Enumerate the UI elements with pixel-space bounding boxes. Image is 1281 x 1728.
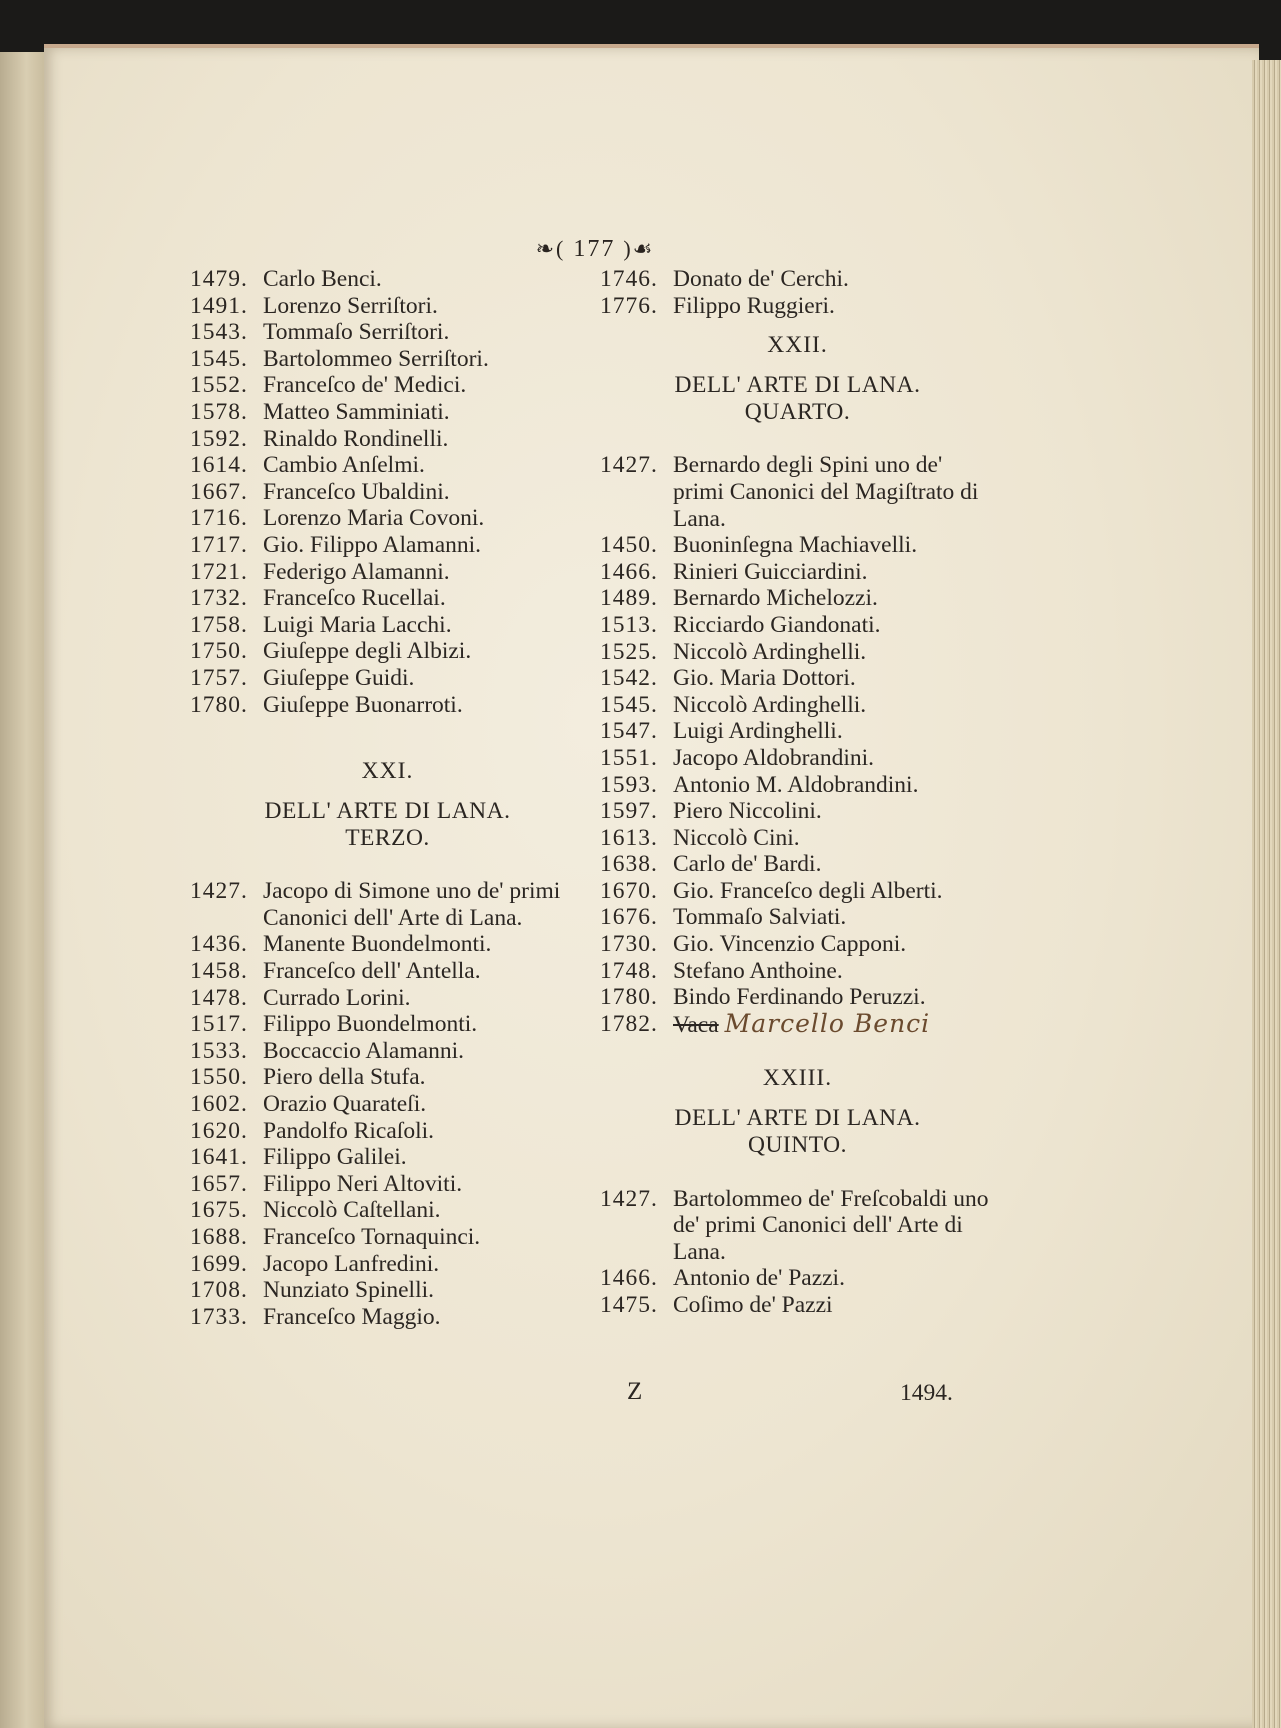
list-item [190,1197,585,1224]
entry-name: Lorenzo Maria Covoni. [263,505,485,532]
entry-name: Jacopo Aldobrandini. [673,744,875,771]
entry-name: Franceſco Tornaquinci. [263,1224,481,1250]
entry-name: Luigi Maria Lacchi. [263,611,452,638]
entry-year: 1620. [190,1117,248,1144]
entry-year: 1578. [190,398,248,425]
entry-name: Franceſco dell' Antella. [263,958,481,985]
spacer [600,1038,995,1052]
entry-year: 1750. [190,638,248,665]
entry-year: 1597. [600,798,658,825]
entry-name: Bartolommeo de' Freſcobaldi uno de' primi Canonici dell' Arte di Lana. [673,1185,989,1265]
entry-name: Niccolò Cini. [673,824,800,851]
entry-name: Cambio Anſelmi. [263,452,425,479]
entry-year: 1458. [190,958,248,985]
entry-year: 1479. [190,266,248,292]
list-item [600,851,995,878]
entry-year: 1466. [600,1265,658,1292]
entry-name: Bartolommeo Serriſtori. [263,345,489,372]
entry-year: 1478. [190,984,248,1011]
signature-mark: Z [627,1378,643,1405]
list-item [190,479,585,506]
entry-year: 1746. [600,266,658,292]
list-item [190,559,585,586]
entry-year: 1780. [600,984,658,1011]
entry-name: Gio. Maria Dottori. [673,665,856,692]
entry-name: Niccolò Caſtellani. [263,1197,441,1224]
section-number: XXI. [361,758,414,785]
entry-year: 1466. [600,558,658,585]
list-item [600,266,995,293]
entry-name: Giuſeppe Guidi. [263,664,415,691]
left-page-edge [0,52,44,1728]
entry-name: Bernardo Michelozzi. [673,585,878,612]
right-column [600,266,995,1319]
list-item [190,1118,585,1145]
entry-year: 1450. [600,532,658,559]
entry-name: Coſimo de' Pazzi [673,1292,833,1318]
entry-name [673,1008,995,1039]
entry-name: Antonio M. Aldobrandini. [673,771,919,798]
entry-name: Franceſco Rucellai. [263,585,446,612]
list-item [190,293,585,320]
list-item [600,1008,995,1039]
spacer [190,718,585,745]
list-item [190,1091,585,1118]
entry-name: Boccaccio Alamanni. [263,1037,464,1064]
list-item [190,1304,585,1331]
entry-year: 1592. [190,425,248,452]
list-item [600,1186,995,1266]
list-item [600,1292,995,1319]
entry-year: 1613. [600,824,658,851]
entry-year: 1730. [600,931,658,958]
entry-name: Jacopo Lanfredini. [263,1250,440,1277]
entry-name: Carlo de' Bardi. [673,851,822,878]
list-item [600,878,995,905]
list-item [190,1144,585,1171]
list-item [190,878,585,931]
list-item [600,532,995,559]
entry-name: Gio. Vincenzio Capponi. [673,931,907,958]
list-item [190,692,585,719]
list-item [600,639,995,666]
entry-name: Filippo Ruggieri. [673,292,835,319]
entry-year: 1489. [600,585,658,612]
list-item [600,931,995,958]
list-item [190,266,585,293]
entry-name: Niccolò Ardinghelli. [673,691,867,718]
entry-year: 1733. [190,1303,248,1330]
entry-name: Piero della Stufa. [263,1064,426,1091]
entry-year: 1780. [190,691,248,718]
entry-name: Bindo Ferdinando Peruzzi. [673,984,926,1011]
list-item [600,718,995,745]
entry-year: 1641. [190,1144,248,1171]
entry-name: Franceſco de' Medici. [263,372,467,399]
entry-name: Currado Lorini. [263,984,411,1011]
entry-year: 1732. [190,585,248,612]
section-subtitle: QUINTO. [747,1132,847,1159]
entry-year: 1517. [190,1011,248,1038]
list-item [190,985,585,1012]
spacer [600,425,995,452]
entry-name: Carlo Benci. [263,266,382,292]
entry-year: 1721. [190,558,248,585]
entry-name: Franceſco Ubaldini. [263,478,450,505]
entry-name: Buoninſegna Machiavelli. [673,532,918,559]
entry-year: 1427. [190,878,248,905]
entry-year: 1475. [600,1292,658,1318]
section-subtitle: TERZO. [345,824,430,851]
entry-name: Gio. Filippo Alamanni. [263,531,482,558]
entry-year: 1676. [600,904,658,931]
list-item [190,372,585,399]
entry-year: 1542. [600,665,658,692]
section-number: XXIII. [762,1065,833,1092]
section-title: DELL' ARTE DI LANA. [264,798,511,825]
entry-year: 1748. [600,957,658,984]
entry-name: Giuſeppe degli Albizi. [263,638,472,665]
list-item [190,346,585,373]
left-list-bottom [190,878,585,1330]
section-subtitle: QUARTO. [744,398,851,425]
list-item [190,585,585,612]
entry-year: 1543. [190,319,248,346]
list-item [190,958,585,985]
entry-name: Matteo Samminiati. [263,398,450,425]
entry-year: 1550. [190,1064,248,1091]
left-column [190,266,585,1330]
list-item [190,1277,585,1304]
list-item [190,1064,585,1091]
list-item [600,692,995,719]
section-number: XXII. [767,332,828,359]
entry-year: 1670. [600,877,658,904]
right-ornament-icon: )☙ [623,236,655,261]
entry-year: 1716. [190,505,248,532]
list-item [190,532,585,559]
list-item [600,293,995,320]
list-item [190,505,585,532]
entry-year: 1675. [190,1197,248,1224]
entry-name: Federigo Alamanni. [263,558,450,585]
list-item [600,665,995,692]
entry-year: 1545. [600,691,658,718]
entry-year: 1593. [600,771,658,798]
list-item [600,984,995,1011]
entry-name: Giuſeppe Buonarroti. [263,691,463,718]
list-item [600,958,995,985]
entry-name: Franceſco Maggio. [263,1303,441,1330]
entry-name: Tommaſo Serriſtori. [263,319,450,346]
entry-year: 1436. [190,931,248,958]
entry-name: Tommaſo Salviati. [673,904,847,931]
list-item [190,399,585,426]
list-item [190,1011,585,1038]
entry-year: 1717. [190,531,248,558]
entry-name: Antonio de' Pazzi. [673,1265,845,1292]
entry-year: 1525. [600,638,658,665]
entry-year: 1533. [190,1037,248,1064]
spacer [600,1159,995,1186]
entry-year: 1708. [190,1277,248,1304]
entry-year: 1547. [600,718,658,745]
right-list-bottom [600,1186,995,1319]
list-item [190,1038,585,1065]
entry-name: Niccolò Ardinghelli. [673,638,867,665]
list-item [600,612,995,639]
entry-name: Orazio Quarateſi. [263,1091,427,1118]
entry-name: Lorenzo Serriſtori. [263,292,438,319]
entry-name: Nunziato Spinelli. [263,1277,435,1304]
left-ornament-icon: ❧( [535,236,566,261]
entry-name: Rinaldo Rondinelli. [263,425,449,452]
entry-name: Filippo Neri Altoviti. [263,1170,463,1197]
list-item [190,1251,585,1278]
entry-year: 1491. [190,292,248,319]
entry-year: 1552. [190,372,248,399]
catchword: 1494. [900,1380,953,1406]
entry-year: 1757. [190,664,248,691]
list-item [190,426,585,453]
entry-year: 1427. [600,452,658,479]
list-item [600,772,995,799]
list-item [190,612,585,639]
list-item [600,585,995,612]
entry-year: 1657. [190,1170,248,1197]
entry-year: 1782. [600,1010,658,1037]
list-item [190,452,585,479]
list-item [600,904,995,931]
entry-year: 1638. [600,851,658,878]
entry-name: Filippo Galilei. [263,1144,407,1171]
list-item [600,798,995,825]
list-item [600,452,995,532]
list-item [190,931,585,958]
entry-name: Ricciardo Giandonati. [673,611,881,638]
entry-name: Manente Buondelmonti. [263,931,492,958]
list-item [190,319,585,346]
entry-name: Bernardo degli Spini uno de' primi Canonici del Magiſtrato di Lana. [673,452,979,532]
entry-year: 1545. [190,345,248,372]
entry-name: Pandolfo Ricaſoli. [263,1117,435,1144]
section-title: DELL' ARTE DI LANA. [674,1105,921,1132]
entry-name: Piero Niccolini. [673,798,822,825]
entry-name: Rinieri Guicciardini. [673,558,868,585]
left-list-top [190,266,585,718]
entry-name: Gio. Franceſco degli Alberti. [673,877,943,904]
entry-year: 1699. [190,1250,248,1277]
struck-text: Vaca [673,1011,719,1038]
entry-year: 1614. [190,452,248,479]
page-stack-edge [1252,60,1281,1728]
right-list-top [600,266,995,319]
list-item [600,825,995,852]
entry-year: 1602. [190,1091,248,1118]
entry-name: Donato de' Cerchi. [673,266,849,292]
entry-year: 1758. [190,611,248,638]
entry-year: 1551. [600,744,658,771]
entry-year: 1667. [190,478,248,505]
section-title: DELL' ARTE DI LANA. [674,372,921,399]
list-item [190,665,585,692]
list-item [190,1171,585,1198]
page-number: 177 [573,236,616,262]
list-item [600,1265,995,1292]
entry-year: 1776. [600,292,658,319]
spacer [190,851,585,878]
entry-year: 1427. [600,1185,658,1212]
page-header [495,236,695,263]
handwritten-annotation: Marcello Benci [724,1008,931,1038]
right-list-mid [600,452,995,1010]
list-item [600,559,995,586]
entry-name: Luigi Ardinghelli. [673,718,843,745]
entry-name: Filippo Buondelmonti. [263,1011,478,1038]
list-item [190,638,585,665]
entry-name: Stefano Anthoine. [673,957,843,984]
list-item [600,745,995,772]
entry-year: 1688. [190,1224,248,1250]
entry-name: Jacopo di Simone uno de' primi Canonici dell' Arte di Lana. [263,878,561,931]
entry-year: 1513. [600,611,658,638]
list-item [190,1224,585,1251]
